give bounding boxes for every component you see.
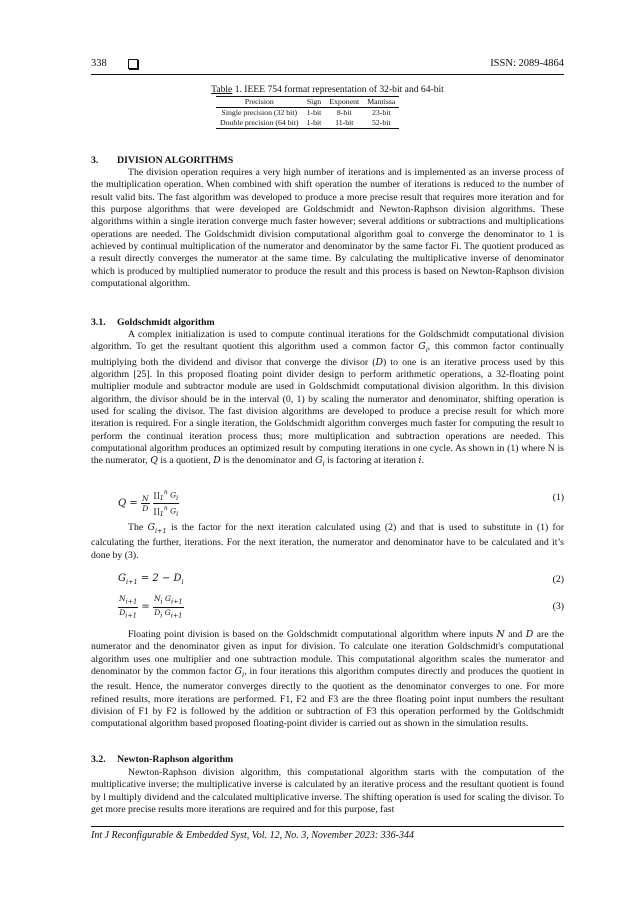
column-header: Mantissa bbox=[363, 97, 399, 108]
table-cell: 23-bit bbox=[372, 108, 391, 117]
section3-paragraph: The division operation requires a very high number of iterations and is implemented as an inverse process of the multiplication operation. When combined with shift operation the number of iterations is reduced to the number of result valid bits. The fast algorithm was developed to produce a more precise result that requires more iteration and for this purpose algorithms that were developed are Goldschmidt and Newton-Raphson division algorithms. These algorithms within a single iteration converge much faster however; several additions or subtractions and multiplications operations are needed. The Goldschmidt division computational algorithm goal to converge the denominator to 1 is achieved by continual multiplication of the numerator and denominator by the same factor Fi. The quotient produced as a result directly converges the numerator at the same time. By calculating the multiplicative inverse of denominator which is produced by multiplied numerator to produce the result and this process is based on Newton-Raphson division computational algorithm. bbox=[91, 167, 564, 290]
ieee754-table bbox=[216, 96, 399, 129]
page-header bbox=[91, 58, 564, 72]
table-row bbox=[216, 118, 399, 129]
table-cell: Single precision (32 bit) bbox=[221, 108, 298, 117]
subsection-heading: 3.2. Newton-Raphson algorithm bbox=[91, 754, 234, 765]
newton-raphson-paragraph: Newton-Raphson division algorithm, this computational algorithm starts with the computation of the multiplicative inverse; the multiplicative inverse is calculated by an iterative process and the resultant quotient is found by l multiply dividend and the calculated multiplicative inverse. The shifting operation is used for scaling the divisor. To get more precise results more iterations are required and for this purpose, fast bbox=[91, 767, 564, 816]
column-header: Exponent bbox=[325, 97, 363, 108]
page-footer: Int J Reconfigurable & Embedded Syst, Vol. 12, No. 3, November 2023: 336-344 bbox=[91, 830, 414, 841]
column-header: Precision bbox=[216, 97, 303, 108]
table-caption: Table 1. IEEE 754 format representation of 32-bit and 64-bit bbox=[211, 84, 444, 95]
goldschmidt-paragraph-2: The $G_{i+1}$ is the factor for the next iteration calculated using (2) and that is used to substitute in (1) for calculating the further, iterations. For the next iteration, the numerator and denominator have to be calculated and it’s done by (3). bbox=[91, 522, 564, 561]
header-rule bbox=[91, 74, 564, 75]
goldschmidt-paragraph-1: A complex initialization is used to compute continual iterations for the Goldschmidt computational division algorithm. To get the resultant quotient this algorithm used a common factor $G_i$, this common factor continually multiplying both the dividend and divisor that converge the divisor (D) to one is an iterative process used by this algorithm [25]. In this proposed floating point divider design to perform arithmetic operations, a 32-floating point multiplier module and subtractor module are used in Goldschmidt computational division algorithm. In this division algorithm, the divisor should be in the interval (0, 1) by scaling the numerator and denominator, shifting operation is used for scaling the divisor. The fast division algorithms are developed to produce a precise result for which more iteration is required. For a single iteration, the Goldschmidt algorithm converges much faster for computing the result to perform the continual iteration process thus; more multiplication and subtraction operations are needed. This computational algorithm produces an optimized result by computing iterations in one cycle. As shown in (1) where N is the numerator, Q is a quotient, D is the denominator and $G_i$ is factoring at iteration i. bbox=[91, 329, 564, 469]
table-cell: 11-bit bbox=[325, 118, 363, 129]
equation-2: $G_{i+1} = 2 - D_i$ bbox=[118, 573, 184, 586]
checkbox-square-icon bbox=[128, 59, 138, 69]
equation-2-number: (2) bbox=[552, 574, 564, 585]
section-heading: 3. DIVISION ALGORITHMS bbox=[91, 155, 234, 166]
table-cell: 8-bit bbox=[336, 108, 352, 117]
equation-3: $\frac{N_{i+1}}{D_{i+1}}$ = $\frac{N_i G_{i+1}}{D_i G_{i+1}}$ bbox=[119, 594, 183, 619]
table-header-row bbox=[216, 97, 399, 108]
equation-1: Q = $\frac{N}{D}$ $\frac{\prod_1^n G_i}{\prod_1^n G_i}$ bbox=[118, 489, 179, 518]
equation-1-number: (1) bbox=[552, 492, 564, 503]
issn: ISSN: 2089-4864 bbox=[490, 58, 564, 69]
goldschmidt-paragraph-3: Floating point division is based on the Goldschmidt computational algorithm where inputs N and D are the numerator and the denominator given as input for division. To calculate one iteration Goldschmidt's computational algorithm uses one multiplier and one subtraction module. This computational algorithm scales the numerator and denominator by the common factor $G_i$, in four iterations this algorithm computes directly and produces the quotient in the result. Hence, the numerator converges directly to the quotient as the denominator converges to one. For more refined results, more iterations are performed. F1, F2 and F3 are the three floating point input numbers the resultant division of F1 by F2 is followed by the addition or subtraction of F3 this operation performed by the Goldschmidt computational algorithm based proposed floating-point divider is carried out as shown in the simulation results. bbox=[91, 629, 564, 730]
subsection-heading: 3.1. Goldschmidt algorithm bbox=[91, 317, 215, 328]
equation-3-number: (3) bbox=[552, 601, 564, 612]
table-cell: 52-bit bbox=[363, 118, 399, 129]
table-cell: 1-bit bbox=[303, 118, 326, 129]
table-row bbox=[216, 108, 399, 119]
table-cell: 1-bit bbox=[306, 108, 322, 117]
footer-rule bbox=[91, 826, 564, 827]
page-number: 338 bbox=[91, 58, 107, 69]
column-header: Sign bbox=[303, 97, 326, 108]
table-cell: Double precision (64 bit) bbox=[216, 118, 303, 129]
